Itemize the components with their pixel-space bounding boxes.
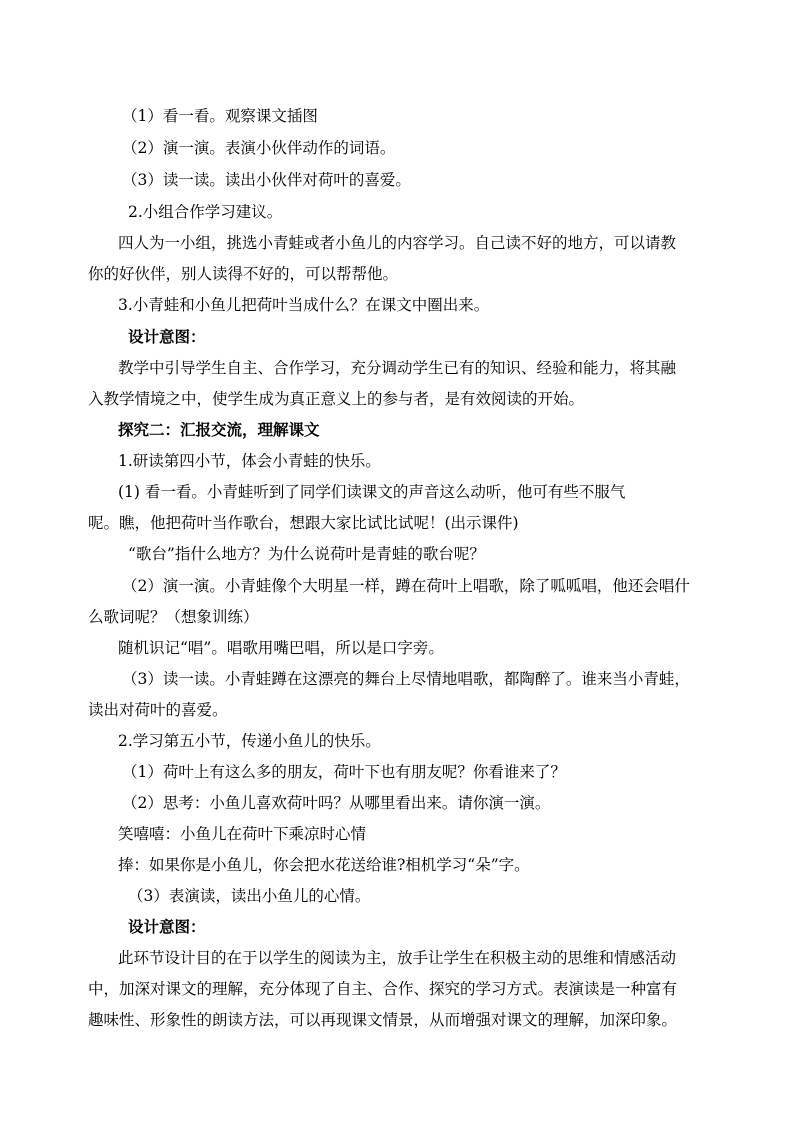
character-chang: 随机识记“唱”。唱歌用嘴巴唱，所以是口字旁。 [118, 639, 444, 657]
group-suggestion-text-2: 你的好伙伴，别人读得不好的，可以帮帮他。 [88, 265, 399, 283]
section-4-look-2: 呢。瞧，他把荷叶当作歌台，想跟大家比试比试呢！(出示课件) [88, 514, 519, 532]
section-4-act-2: 么歌词呢？（想象训练） [88, 608, 259, 626]
study-section-4: 1.研读第四小节，体会小青蛙的快乐。 [118, 452, 381, 470]
design-intent-heading-1: 设计意图： [128, 327, 206, 346]
section-heading-explore-2: 探究二：汇报交流，理解课文 [118, 420, 320, 439]
song-stage-question: “歌台”指什么地方？为什么说荷叶是青蛙的歌台呢？ [128, 545, 485, 563]
section-4-act-1: （2）演一演。小青蛙像个大明星一样，蹲在荷叶上唱歌，除了呱呱唱，他还会唱什 [122, 577, 690, 595]
step-read: （3）读一读。读出小伙伴对荷叶的喜爱。 [122, 171, 411, 189]
study-section-5: 2.学习第五小节，传递小鱼儿的快乐。 [118, 732, 381, 750]
section-4-read-2: 读出对荷叶的喜爱。 [88, 701, 228, 719]
design-intent-heading-2: 设计意图： [128, 917, 206, 936]
question-3: 3.小青蛙和小鱼儿把荷叶当成什么？在课文中圈出来。 [118, 296, 490, 314]
group-suggestion-heading: 2.小组合作学习建议。 [128, 203, 283, 221]
section-4-read-1: （3）读一读。小青蛙蹲在这漂亮的舞台上尽情地唱歌，都陶醉了。谁来当小青蛙， [122, 670, 690, 688]
section-5-step-1: （1）荷叶上有这么多的朋友，荷叶下也有朋友呢？你看谁来了？ [122, 763, 566, 781]
word-xiaoxixi: 笑嘻嘻：小鱼儿在荷叶下乘凉时心情 [118, 825, 367, 843]
design-intent-text-1b: 入教学情境之中，使学生成为真正意义上的参与者，是有效阅读的开始。 [88, 390, 585, 408]
section-5-step-3: （3）表演读，读出小鱼儿的心情。 [128, 887, 371, 905]
design-intent-text-2b: 中，加深对课文的理解，充分体现了自主、合作、探究的学习方式。表演读是一种富有 [88, 980, 678, 998]
group-suggestion-text-1: 四人为一小组，挑选小青蛙或者小鱼儿的内容学习。自己读不好的地方，可以请教 [118, 234, 677, 252]
step-look: （1）看一看。观察课文插图 [122, 107, 318, 125]
section-5-step-2: （2）思考：小鱼儿喜欢荷叶吗？从哪里看出来。请你演一演。 [122, 794, 551, 812]
step-act: （2）演一演。表演小伙伴动作的词语。 [122, 139, 396, 157]
design-intent-text-2a: 此环节设计目的在于以学生的阅读为主，放手让学生在积极主动的思维和情感活动 [118, 949, 677, 967]
word-peng: 捧：如果你是小鱼儿，你会把水花送给谁?相机学习“朵”字。 [118, 856, 530, 874]
section-4-look-1: (1) 看一看。小青蛙听到了同学们读课文的声音这么动听，他可有些不服气 [118, 483, 626, 501]
design-intent-text-1a: 教学中引导学生自主、合作学习，充分调动学生已有的知识、经验和能力，将其融 [118, 359, 677, 377]
design-intent-text-2c: 趣味性、形象性的朗读方法，可以再现课文情景，从而增强对课文的理解，加深印象。 [88, 1011, 678, 1029]
